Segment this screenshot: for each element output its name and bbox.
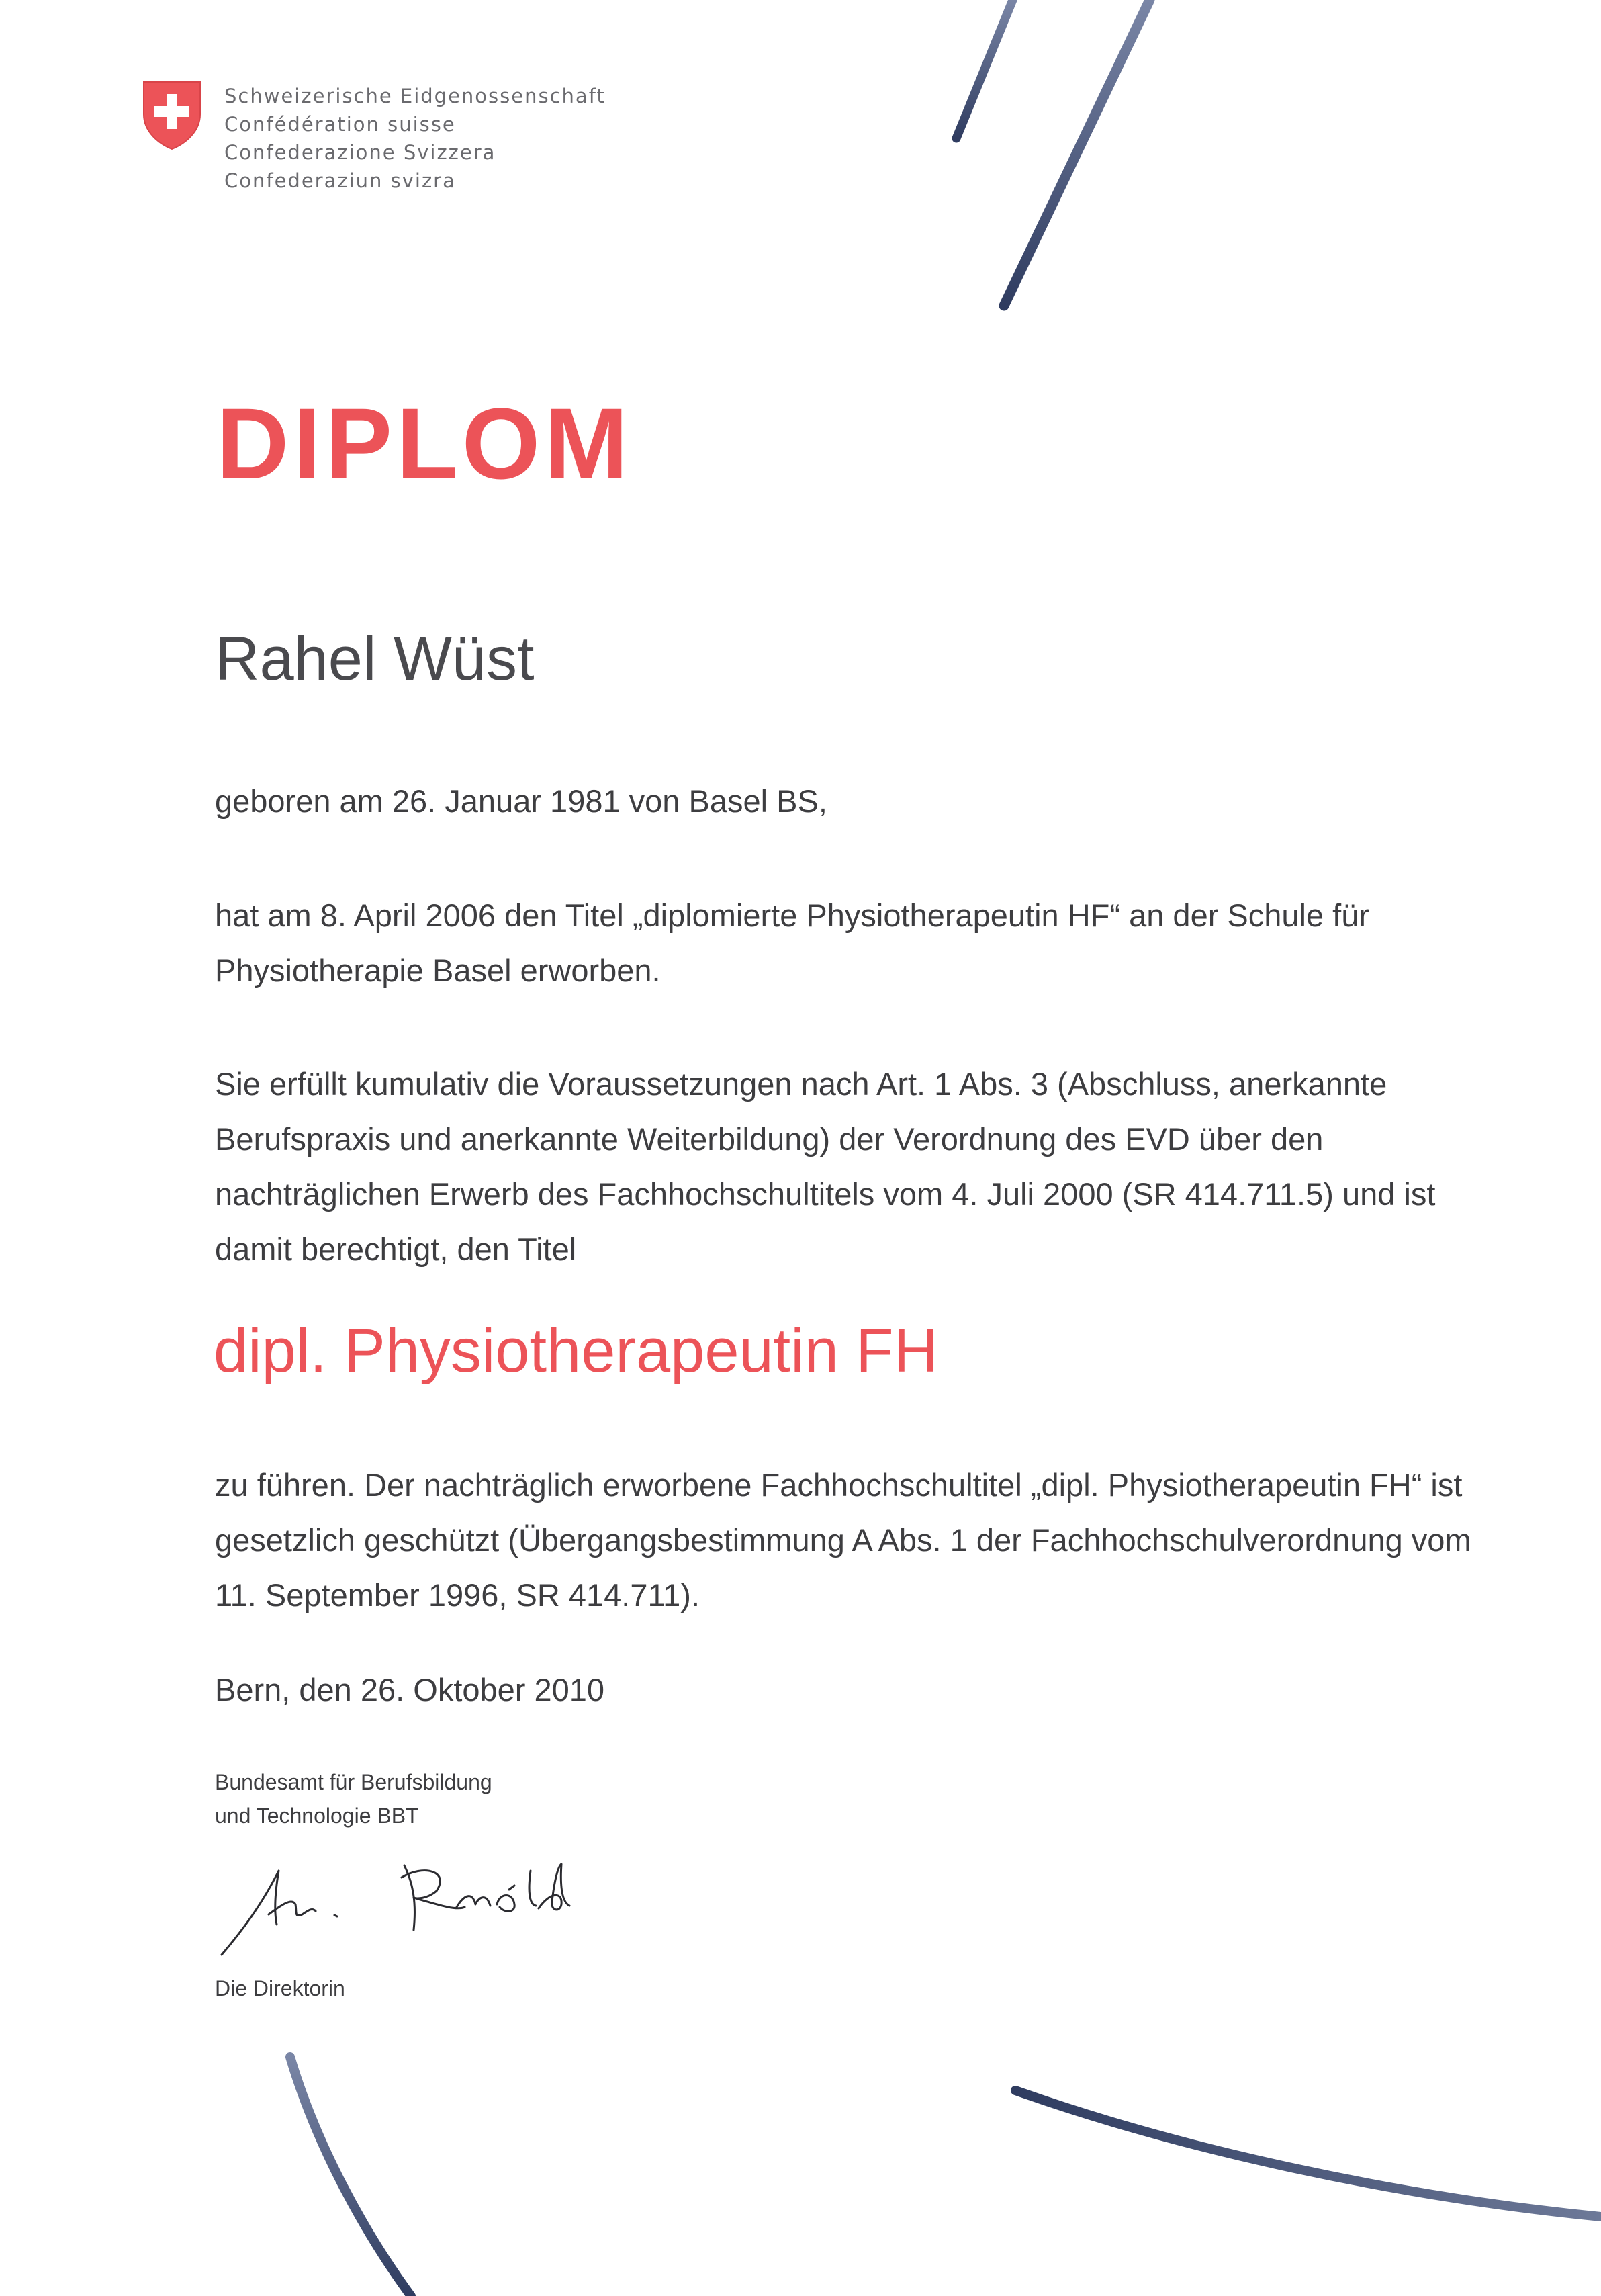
swoosh-bottom-right [1015,2090,1601,2217]
place-date: Bern, den 26. Oktober 2010 [215,1672,605,1708]
confederation-name-fr: Confédération suisse [224,113,456,136]
signer-role: Die Direktorin [215,1976,345,2000]
issuing-office [215,1765,492,1833]
confederation-name-de: Schweizerische Eidgenossenschaft [224,85,606,107]
swoosh-top-left [956,0,1013,138]
document-title: DIPLOM [216,387,633,500]
birth-line: geboren am 26. Januar 1981 von Basel BS, [215,783,827,819]
holder-name: Rahel Wüst [215,625,535,693]
office-line-2: und Technologie BBT [215,1804,419,1828]
office-line-1: Bundesamt für Berufsbildung [215,1770,492,1794]
protection-paragraph: zu führen. Der nachträglich erworbene Fachhochschultitel „dipl. Physiotherapeutin FH“ ist gesetzlich geschützt (Übergangsbestimmung A Abs. 1 der Fachhochschulverordnung vom 11. September 1996, SR 414.711). [215,1467,1471,1613]
earned-paragraph: hat am 8. April 2006 den Titel „diplomierte Physiotherapeutin HF“ an der Schule für Physiotherapie Basel erworben. [215,897,1370,988]
confederation-names [224,82,606,195]
swoosh-top-right [1004,0,1150,306]
degree-title: dipl. Physiotherapeutin FH [214,1317,939,1385]
confederation-name-it: Confederazione Svizzera [224,141,496,164]
handwritten-signature [215,1851,631,1965]
swoosh-bottom-left [290,2057,411,2296]
requirements-paragraph: Sie erfüllt kumulativ die Voraussetzungen nach Art. 1 Abs. 3 (Abschluss, anerkannte Berufspraxis und anerkannte Weiterbildung) der Verordnung des EVD über den nachträglichen Erwerb des Fachhochschultitels vom 4. Juli 2000 (SR 414.711.5) und ist damit berechtigt, den Titel [215,1066,1436,1267]
confederation-name-rm: Confederaziun svizra [224,169,456,192]
swiss-coat-of-arms-icon [141,79,203,150]
